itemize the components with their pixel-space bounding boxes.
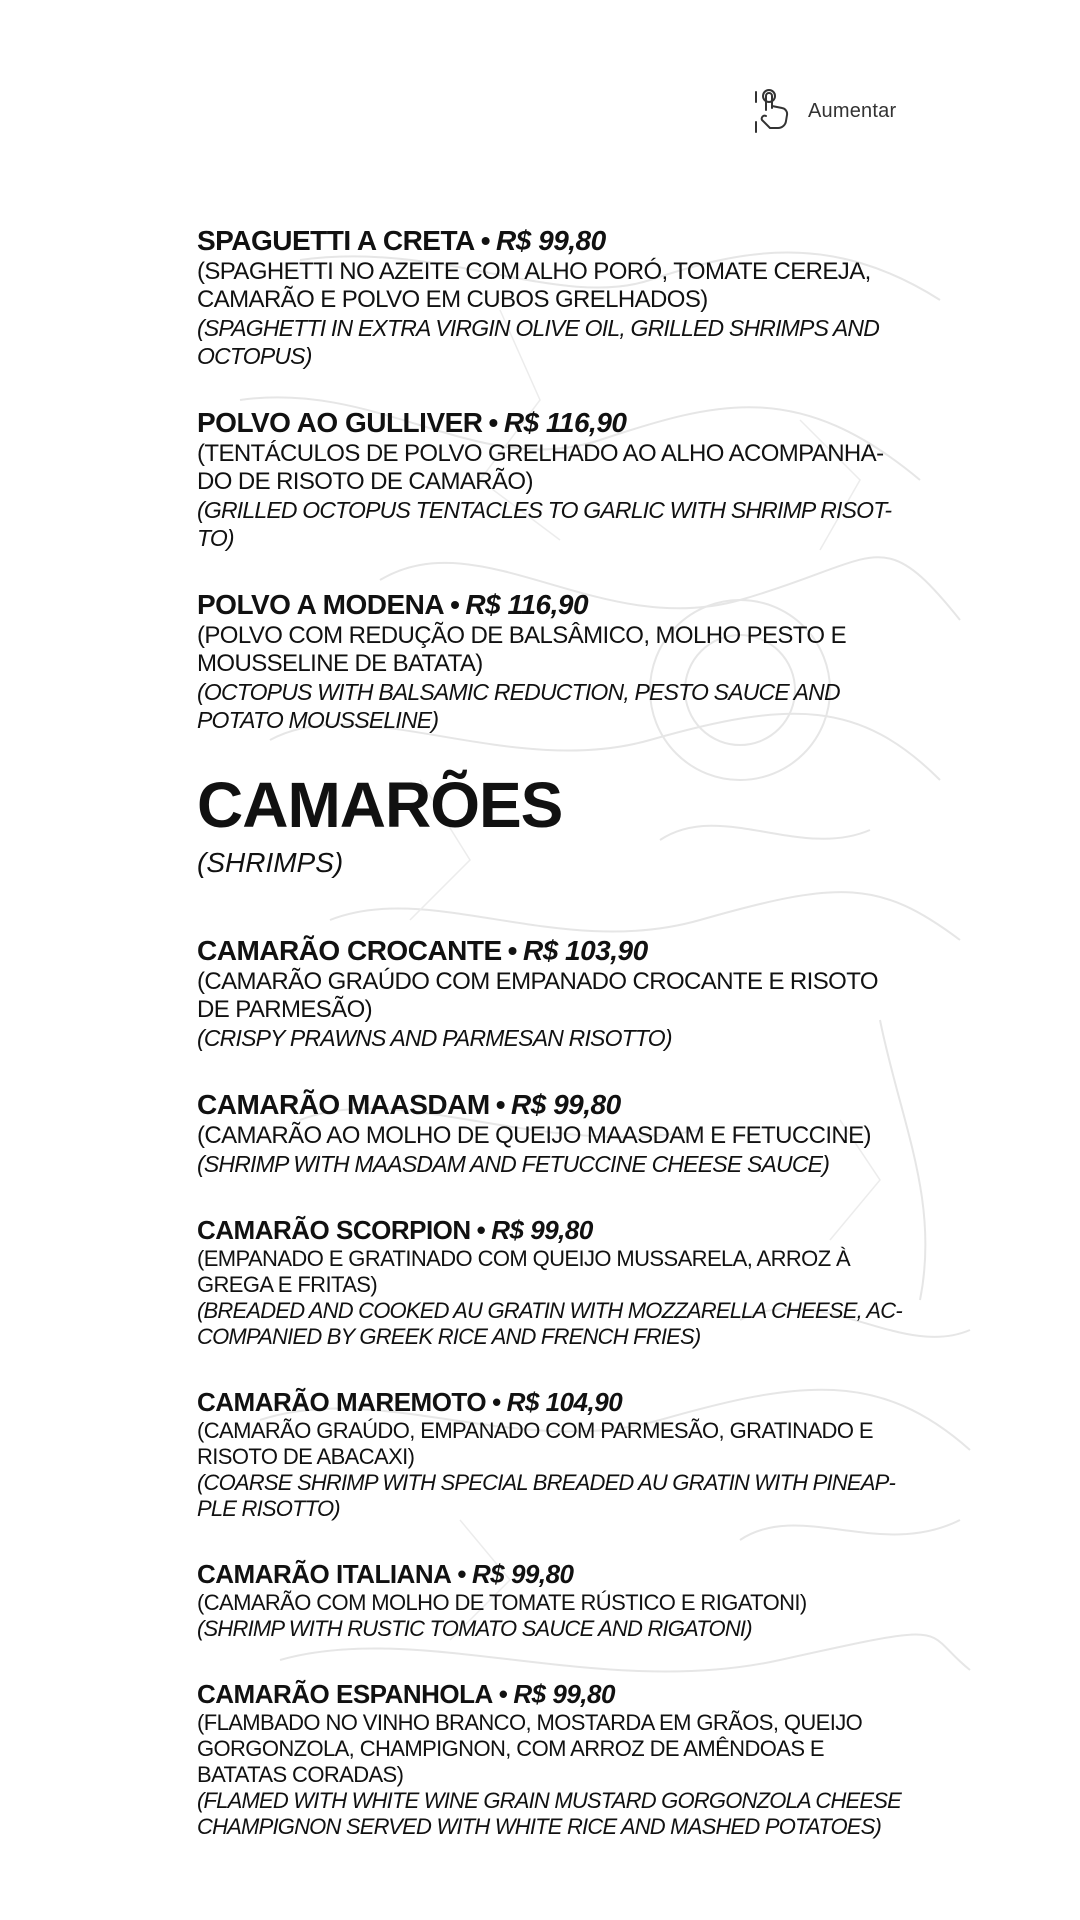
dish-description-pt: (CAMARÃO COM MOLHO DE TOMATE RÚSTICO E RIGATONI) — [197, 1590, 807, 1615]
dish-description-pt: DO DE RISOTO DE CAMARÃO) — [197, 468, 533, 495]
dish-description-pt: DE PARMESÃO) — [197, 996, 373, 1023]
dish-description-pt: MOUSSELINE DE BATATA) — [197, 650, 483, 677]
separator: • — [492, 1387, 501, 1417]
separator: • — [457, 1559, 466, 1589]
separator: • — [498, 1679, 508, 1709]
dish-header — [197, 588, 957, 622]
dish-description-en: PLE RISOTTO) — [197, 1496, 340, 1521]
dish-description-en: (SHRIMP WITH RUSTIC TOMATO SAUCE AND RIGATONI) — [197, 1616, 752, 1641]
dish-name: CAMARÃO MAASDAM — [197, 1089, 490, 1120]
section-subtitle: (SHRIMPS) — [197, 847, 344, 878]
dish-price: R$ 99,80 — [513, 1679, 615, 1709]
dish-description-en: COMPANIED BY GREEK RICE AND FRENCH FRIES) — [197, 1324, 701, 1349]
dish-price: R$ 116,90 — [465, 589, 589, 620]
dish-header — [197, 1214, 957, 1246]
dish-price: R$ 99,80 — [491, 1215, 593, 1245]
menu-item — [197, 224, 957, 370]
dish-name: CAMARÃO ESPANHOLA — [197, 1679, 493, 1709]
dish-header — [197, 1558, 957, 1590]
dish-name: CAMARÃO CROCANTE — [197, 935, 502, 966]
dish-header — [197, 1386, 957, 1418]
dish-header — [197, 1088, 957, 1122]
dish-header — [197, 406, 957, 440]
dish-description-en: (CRISPY PRAWNS AND PARMESAN RISOTTO) — [197, 1025, 672, 1051]
dish-price: R$ 103,90 — [522, 935, 648, 966]
dish-description-pt: GORGONZOLA, CHAMPIGNON, COM ARROZ DE AMÊNDOAS E — [197, 1736, 824, 1761]
separator: • — [476, 1215, 486, 1245]
menu-item — [197, 1678, 957, 1840]
dish-header — [197, 1678, 957, 1710]
dish-price: R$ 116,90 — [503, 407, 627, 438]
hand-pointer-icon — [752, 88, 798, 134]
menu-item — [197, 406, 957, 552]
section-heading — [197, 770, 957, 880]
dish-price: R$ 104,90 — [506, 1387, 623, 1417]
menu-item — [197, 1558, 957, 1642]
dish-name: POLVO A MODENA — [197, 589, 445, 620]
menu-item — [197, 934, 957, 1052]
dish-description-en: (COARSE SHRIMP WITH SPECIAL BREADED AU GRATIN WITH PINEAP- — [197, 1470, 896, 1495]
dish-description-pt: CAMARÃO E POLVO EM CUBOS GRELHADOS) — [197, 286, 708, 313]
separator: • — [480, 225, 491, 256]
separator: • — [450, 589, 460, 620]
dish-name: CAMARÃO SCORPION — [197, 1215, 471, 1245]
dish-description-pt: RISOTO DE ABACAXI) — [197, 1444, 415, 1469]
dish-description-pt: (EMPANADO E GRATINADO COM QUEIJO MUSSARELA, ARROZ À — [197, 1246, 851, 1271]
dish-description-pt: (CAMARÃO GRAÚDO, EMPANADO COM PARMESÃO, GRATINADO E — [197, 1418, 873, 1443]
menu-item — [197, 1214, 957, 1350]
section-title: CAMARÕES — [197, 769, 563, 841]
menu-item — [197, 1088, 957, 1178]
menu-item — [197, 588, 957, 734]
dish-header — [197, 934, 957, 968]
dish-price: R$ 99,80 — [496, 225, 606, 256]
menu-list — [197, 224, 957, 1876]
separator: • — [495, 1089, 506, 1120]
dish-description-pt: (FLAMBADO NO VINHO BRANCO, MOSTARDA EM GRÃOS, QUEIJO — [197, 1710, 863, 1735]
dish-description-en: OCTOPUS) — [197, 343, 312, 369]
dish-description-pt: GREGA E FRITAS) — [197, 1272, 378, 1297]
dish-description-en: POTATO MOUSSELINE) — [197, 707, 439, 733]
dish-description-en: (BREADED AND COOKED AU GRATIN WITH MOZZARELLA CHEESE, AC- — [197, 1298, 902, 1323]
zoom-label: Aumentar — [808, 99, 897, 122]
separator: • — [507, 935, 517, 966]
dish-name: POLVO AO GULLIVER — [197, 407, 483, 438]
separator: • — [488, 407, 498, 438]
dish-description-pt: (POLVO COM REDUÇÃO DE BALSÂMICO, MOLHO PESTO E — [197, 622, 846, 649]
dish-description-pt: (CAMARÃO AO MOLHO DE QUEIJO MAASDAM E FETUCCINE) — [197, 1122, 871, 1149]
dish-description-en: (SHRIMP WITH MAASDAM AND FETUCCINE CHEESE SAUCE) — [197, 1151, 830, 1177]
dish-description-pt: (TENTÁCULOS DE POLVO GRELHADO AO ALHO ACOMPANHA- — [197, 440, 884, 467]
menu-item — [197, 1386, 957, 1522]
dish-description-en: (SPAGHETTI IN EXTRA VIRGIN OLIVE OIL, GRILLED SHRIMPS AND — [197, 315, 880, 341]
zoom-button[interactable] — [752, 86, 896, 136]
dish-description-en: (FLAMED WITH WHITE WINE GRAIN MUSTARD GORGONZOLA CHEESE — [197, 1788, 902, 1813]
dish-price: R$ 99,80 — [511, 1089, 621, 1120]
dish-description-pt: (CAMARÃO GRAÚDO COM EMPANADO CROCANTE E RISOTO — [197, 968, 878, 995]
dish-header — [197, 224, 957, 258]
dish-name: CAMARÃO MAREMOTO — [197, 1387, 487, 1417]
dish-description-en: CHAMPIGNON SERVED WITH WHITE RICE AND MASHED POTATOES) — [197, 1814, 882, 1839]
dish-price: R$ 99,80 — [471, 1559, 574, 1589]
dish-description-pt: (SPAGHETTI NO AZEITE COM ALHO PORÓ, TOMATE CEREJA, — [197, 258, 871, 285]
dish-name: SPAGUETTI A CRETA — [197, 225, 475, 256]
dish-description-en: (OCTOPUS WITH BALSAMIC REDUCTION, PESTO SAUCE AND — [197, 679, 840, 705]
dish-name: CAMARÃO ITALIANA — [197, 1559, 452, 1589]
dish-description-en: TO) — [197, 525, 234, 551]
dish-description-en: (GRILLED OCTOPUS TENTACLES TO GARLIC WITH SHRIMP RISOT- — [197, 497, 892, 523]
dish-description-pt: BATATAS CORADAS) — [197, 1762, 404, 1787]
